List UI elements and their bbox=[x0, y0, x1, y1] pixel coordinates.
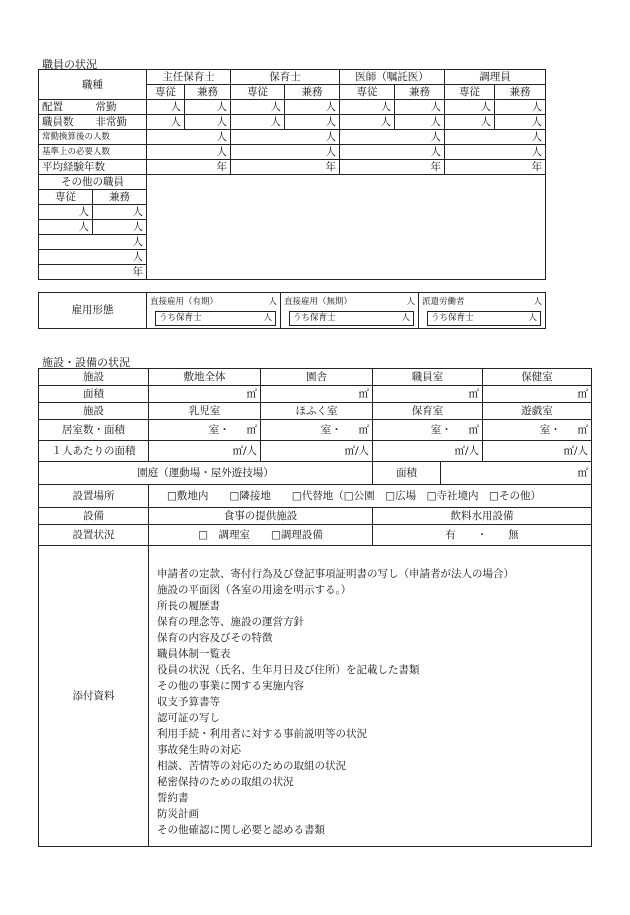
room-name: ほふく室 bbox=[261, 403, 373, 420]
years-cell[interactable]: 年 bbox=[231, 160, 340, 175]
room-area-cell[interactable] bbox=[261, 420, 373, 441]
facility-label: 施設 bbox=[39, 369, 149, 386]
attachment-item: 施設の平面図（各室の用途を明示する。） bbox=[157, 584, 352, 596]
water-status[interactable]: 有 ・ 無 bbox=[373, 525, 592, 546]
ft-header: 専従 bbox=[39, 190, 93, 205]
attachment-item: 事故発生時の対応 bbox=[157, 744, 241, 756]
of-which-label: うち保育士 bbox=[159, 312, 202, 323]
count-cell[interactable]: 人 bbox=[147, 100, 185, 115]
count-cell[interactable]: 人 bbox=[231, 130, 340, 145]
count-cell[interactable]: 人 bbox=[395, 100, 445, 115]
facility-name: 保健室 bbox=[483, 369, 592, 386]
unit: 室・ bbox=[430, 424, 452, 436]
of-which-label: うち保育士 bbox=[293, 312, 336, 323]
unit: ㎡ bbox=[577, 424, 588, 436]
area-label: 面積 bbox=[39, 386, 149, 403]
facility-table bbox=[38, 368, 592, 847]
per-person-cell[interactable]: ㎡/人 bbox=[261, 441, 373, 462]
room-area-cell[interactable] bbox=[483, 420, 592, 441]
count-cell[interactable]: 人 bbox=[93, 220, 147, 235]
area-cell[interactable]: ㎡ bbox=[373, 386, 483, 403]
attachment-item: 所長の履歴書 bbox=[157, 600, 220, 612]
count-cell[interactable]: 人 bbox=[231, 100, 285, 115]
count-cell[interactable]: 人 bbox=[231, 145, 340, 160]
non-regular-label: 非常勤 bbox=[93, 115, 147, 130]
count-cell[interactable]: 人 bbox=[445, 130, 546, 145]
ft-header: 専従 bbox=[340, 85, 395, 100]
count-cell[interactable]: 人 bbox=[39, 220, 93, 235]
per-person-label: １人あたりの面積 bbox=[39, 441, 149, 462]
placement-label: 配置 bbox=[39, 100, 93, 115]
count-cell[interactable]: 人 bbox=[445, 115, 495, 130]
group-head-chief: 主任保育士 bbox=[147, 70, 231, 85]
attachment-item: 防災計画 bbox=[157, 808, 199, 820]
facility-label: 施設 bbox=[39, 403, 149, 420]
other-staff-label: その他の職員 bbox=[39, 175, 147, 190]
attachment-item: 相談、苦情等の対応のための取組の状況 bbox=[157, 760, 346, 772]
area-cell[interactable]: ㎡ bbox=[149, 386, 261, 403]
years-cell[interactable]: 年 bbox=[445, 160, 546, 175]
employment-dispatched[interactable] bbox=[419, 293, 546, 329]
pt-header: 兼務 bbox=[185, 85, 231, 100]
employment-label: 雇用形態 bbox=[39, 293, 147, 329]
dispatched-label: 派遣労働者 bbox=[422, 296, 465, 307]
attachment-item: 保育の理念等、施設の運営方針 bbox=[157, 616, 304, 628]
pt-header: 兼務 bbox=[395, 85, 445, 100]
per-person-cell[interactable]: ㎡/人 bbox=[483, 441, 592, 462]
unit: 室・ bbox=[320, 424, 342, 436]
attachments-label: 添付資料 bbox=[39, 546, 149, 847]
attachment-item: 利用手続・利用者に対する事前説明等の状況 bbox=[157, 728, 367, 740]
count-cell[interactable]: 人 bbox=[340, 100, 395, 115]
attachment-item: 申請者の定款、寄付行為及び登記事項証明書の写し（申請者が法人の場合） bbox=[157, 568, 514, 580]
pt-header: 兼務 bbox=[495, 85, 546, 100]
garden-area-cell[interactable]: ㎡ bbox=[441, 462, 592, 485]
attachment-item: 職員体制一覧表 bbox=[157, 648, 231, 660]
group-head-doctor: 医師（嘱託医） bbox=[340, 70, 445, 85]
count-cell[interactable]: 人 bbox=[147, 115, 185, 130]
area-cell[interactable]: ㎡ bbox=[261, 386, 373, 403]
attachment-item: その他の事業に関する実施内容 bbox=[157, 680, 304, 692]
unit: ㎡ bbox=[358, 424, 369, 436]
direct-fixed-label: 直接雇用（有期） bbox=[150, 296, 219, 307]
unit: 人 bbox=[401, 312, 410, 323]
unit: 人 bbox=[263, 312, 272, 323]
status-label: 設置状況 bbox=[39, 525, 149, 546]
ft-header: 専従 bbox=[445, 85, 495, 100]
count-cell[interactable]: 人 bbox=[39, 250, 147, 265]
required-label: 基準上の必要人数 bbox=[39, 145, 147, 160]
facility-section-title: 施設・設備の状況 bbox=[42, 356, 130, 369]
unit: 人 bbox=[528, 312, 537, 323]
garden-area-label: 面積 bbox=[373, 462, 441, 485]
years-cell[interactable]: 年 bbox=[340, 160, 445, 175]
ft-equiv-label: 常勤換算後の人数 bbox=[39, 130, 147, 145]
staff-section-title: 職員の状況 bbox=[42, 58, 97, 71]
years-cell[interactable]: 年 bbox=[39, 265, 147, 280]
attachment-item: 保育の内容及びその特徴 bbox=[157, 632, 273, 644]
meal-facility-label: 食事の提供施設 bbox=[149, 508, 373, 525]
group-head-nursery: 保育士 bbox=[231, 70, 340, 85]
per-person-cell[interactable]: ㎡/人 bbox=[373, 441, 483, 462]
area-cell[interactable]: ㎡ bbox=[483, 386, 592, 403]
count-cell[interactable]: 人 bbox=[39, 235, 147, 250]
room-name: 乳児室 bbox=[149, 403, 261, 420]
count-cell[interactable]: 人 bbox=[185, 100, 231, 115]
of-which-label: うち保育士 bbox=[431, 312, 474, 323]
staff-table bbox=[38, 69, 546, 280]
count-cell[interactable]: 人 bbox=[340, 115, 395, 130]
count-cell[interactable]: 人 bbox=[495, 100, 546, 115]
regular-label: 常勤 bbox=[93, 100, 147, 115]
ft-header: 専従 bbox=[231, 85, 285, 100]
staff-count-label: 職員数 bbox=[39, 115, 93, 130]
count-cell[interactable]: 人 bbox=[445, 100, 495, 115]
attachment-item: 収支予算書等 bbox=[157, 696, 220, 708]
attachment-item: その他確認に関し必要と認める書類 bbox=[157, 824, 325, 836]
employment-table bbox=[38, 292, 546, 329]
per-person-cell[interactable]: ㎡/人 bbox=[149, 441, 261, 462]
facility-name: 敷地全体 bbox=[149, 369, 261, 386]
count-cell[interactable]: 人 bbox=[340, 130, 445, 145]
unit: 人 bbox=[406, 296, 415, 307]
attachment-item: 役員の状況（氏名、生年月日及び住所）を記載した書類 bbox=[157, 664, 420, 676]
unit: 室・ bbox=[539, 424, 561, 436]
avg-years-label: 平均経験年数 bbox=[39, 160, 147, 175]
count-cell[interactable]: 人 bbox=[147, 145, 231, 160]
attachment-item: 認可証の写し bbox=[157, 712, 220, 724]
room-area-cell[interactable] bbox=[149, 420, 261, 441]
room-name: 遊戯室 bbox=[483, 403, 592, 420]
count-cell[interactable]: 人 bbox=[395, 115, 445, 130]
room-name: 保育室 bbox=[373, 403, 483, 420]
group-head-cook: 調理員 bbox=[445, 70, 546, 85]
unit: ㎡ bbox=[468, 424, 479, 436]
count-cell[interactable]: 人 bbox=[445, 145, 546, 160]
employment-direct-permanent[interactable] bbox=[281, 293, 419, 329]
facility-name: 園舎 bbox=[261, 369, 373, 386]
meal-status[interactable]: □ 調理室 □調理設備 bbox=[149, 525, 373, 546]
unit: 人 bbox=[533, 296, 542, 307]
location-label: 設置場所 bbox=[39, 485, 149, 508]
other-staff-blank bbox=[147, 175, 546, 280]
room-area-cell[interactable] bbox=[373, 420, 483, 441]
count-cell[interactable]: 人 bbox=[39, 205, 93, 220]
count-cell[interactable]: 人 bbox=[93, 205, 147, 220]
garden-label: 園庭（運動場・屋外遊技場） bbox=[39, 462, 373, 485]
pt-header: 兼務 bbox=[285, 85, 340, 100]
years-cell[interactable]: 年 bbox=[147, 160, 231, 175]
facility-name: 職員室 bbox=[373, 369, 483, 386]
attachments-list bbox=[149, 546, 592, 847]
pt-header: 兼務 bbox=[93, 190, 147, 205]
direct-permanent-label: 直接雇用（無期） bbox=[284, 296, 353, 307]
unit: 室・ bbox=[208, 424, 230, 436]
unit: 人 bbox=[268, 296, 277, 307]
attachment-item: 誓約書 bbox=[157, 792, 189, 804]
ft-header: 専従 bbox=[147, 85, 185, 100]
equipment-label: 設備 bbox=[39, 508, 149, 525]
count-cell[interactable]: 人 bbox=[185, 115, 231, 130]
job-type-header: 職種 bbox=[39, 70, 147, 100]
unit: ㎡ bbox=[246, 424, 257, 436]
count-cell[interactable]: 人 bbox=[285, 100, 340, 115]
count-cell[interactable]: 人 bbox=[340, 145, 445, 160]
room-area-label: 居室数・面積 bbox=[39, 420, 149, 441]
location-options[interactable]: □敷地内 □隣接地 □代替地（□公園 □広場 □寺社境内 □その他） bbox=[149, 485, 592, 508]
water-facility-label: 飲料水用設備 bbox=[373, 508, 592, 525]
employment-direct-fixed[interactable] bbox=[147, 293, 281, 329]
count-cell[interactable]: 人 bbox=[285, 115, 340, 130]
attachment-item: 秘密保持のための取組の状況 bbox=[157, 776, 294, 788]
count-cell[interactable]: 人 bbox=[231, 115, 285, 130]
count-cell[interactable]: 人 bbox=[147, 130, 231, 145]
count-cell[interactable]: 人 bbox=[495, 115, 546, 130]
